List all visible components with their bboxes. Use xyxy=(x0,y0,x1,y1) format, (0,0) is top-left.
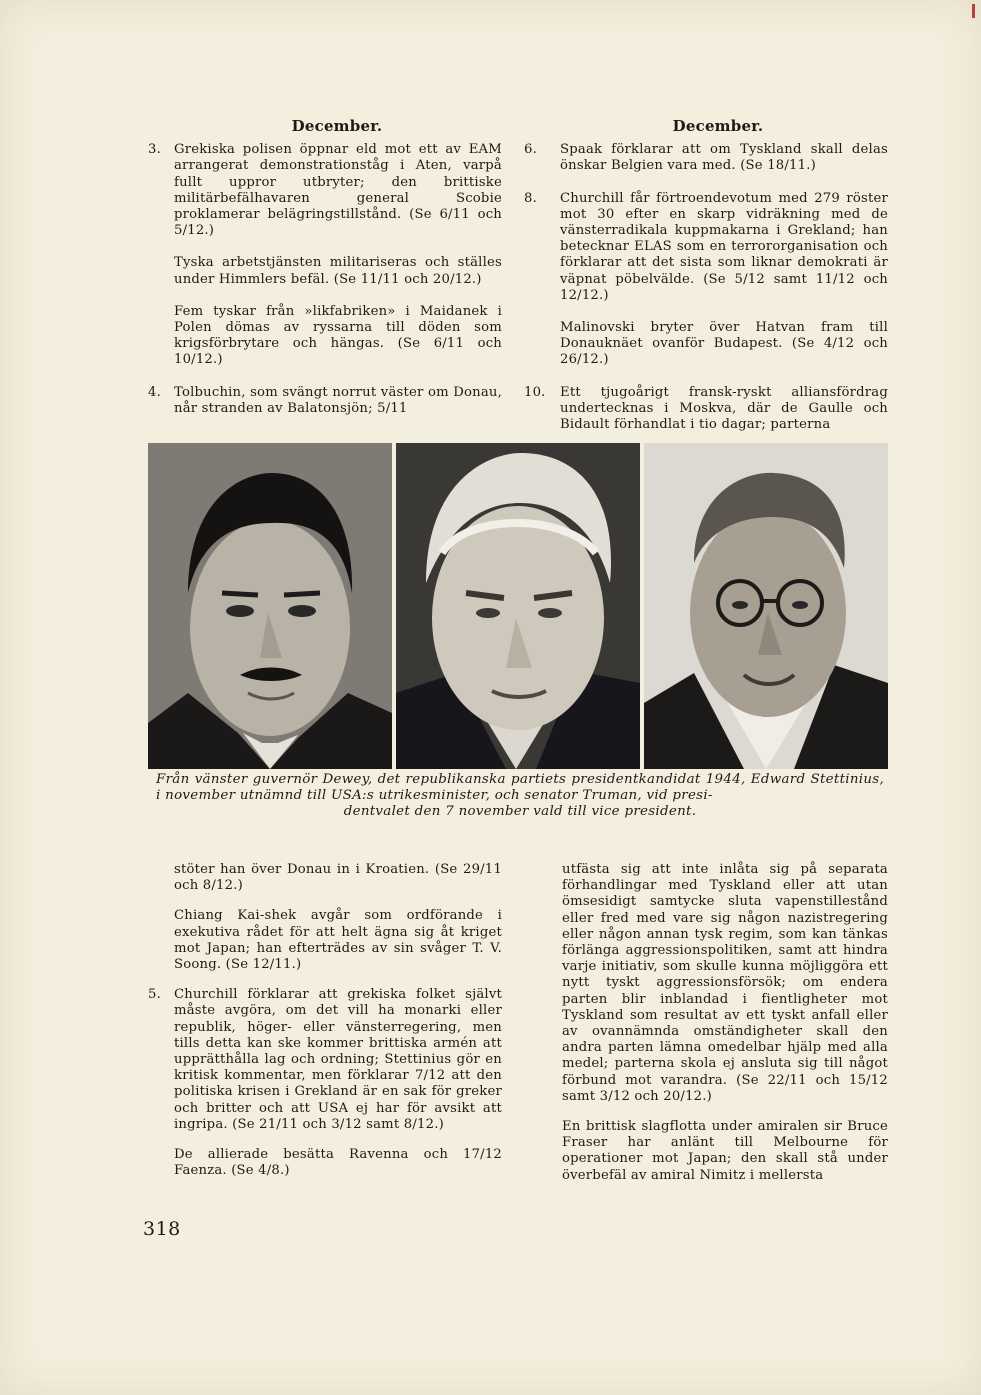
left-bottom-column xyxy=(148,862,502,1193)
entry-labour-service xyxy=(148,255,502,287)
entry-day xyxy=(148,1147,174,1179)
entry-8-churchill xyxy=(524,191,888,304)
portrait-dewey xyxy=(148,443,392,769)
entry-text: Tyska arbetstjänsten militariseras och ställes under Himmlers befäl. (Se 11/11 och 20/12.) xyxy=(174,255,502,287)
entry-maidanek xyxy=(148,304,502,369)
entry-text: En brittisk slagflotta under amiralen sir Bruce Fraser har anlänt till Melbourne för operationer mot Japan; den skall stå under överbefäl av amiral Nimitz i mellersta xyxy=(562,1119,888,1183)
entry-text: Chiang Kai-shek avgår som ordförande i exekutiva rådet för att helt ägna sig åt kriget mot Japan; han efterträdes av sin svåger T. V. Soong. (Se 12/11.) xyxy=(174,908,502,973)
entry-text: utfästa sig att inte inlåta sig på separata förhandlingar med Tyskland eller att utan ömsesidigt samtycke sluta vapenstillestånd eller fred med vare sig någon nazistregering eller någon annan tysk regim, som kan tänkas förlänga aggressionspolitiken, samt att hindra varje initiativ, som skulle kunna möjliggöra ett nytt tyskt aggressionsförsök; om endera parten blir inblandad i fientligheter mot Tyskland som resultat av ett tyskt anfall eller av ovannämnda omständigheter skall den andra parten lämna omedelbar hjälp med alla medel; parterna skola ej ansluta sig till något förbund mot varandra. (Se 22/11 och 15/12 samt 3/12 och 20/12.) xyxy=(562,862,888,1104)
entry-day: 8. xyxy=(524,190,537,206)
entry-3-greece xyxy=(148,142,502,239)
entry-day xyxy=(148,304,174,369)
entry-text: Ett tjugoårigt fransk-ryskt alliansfördrag undertecknas i Moskva, där de Gaulle och Bidault förhandlat i tio dagar; parterna xyxy=(560,384,888,433)
entry-text: De allierade besätta Ravenna och 17/12 Faenza. (Se 4/8.) xyxy=(174,1147,502,1179)
right-top-column xyxy=(524,118,888,449)
entry-10-alliance xyxy=(524,385,888,434)
entry-6-spaak xyxy=(524,142,888,174)
caption-main: Från vänster guvernör Dewey, det republikanska partiets presidentkandidat 1944, Edward Stettinius, i november utnämnd till USA:s utrikesminister, och senator Truman, vid presi- xyxy=(156,772,884,803)
entry-day: 4. xyxy=(148,384,161,400)
entry-day xyxy=(148,862,174,894)
entry-day: 6. xyxy=(524,142,537,158)
entry-day xyxy=(148,908,174,973)
portrait-stettinius-image xyxy=(396,443,640,769)
corner-mark xyxy=(972,4,975,18)
portrait-truman xyxy=(644,443,888,769)
entry-text: stöter han över Donau in i Kroatien. (Se 29/11 och 8/12.) xyxy=(174,862,502,894)
entry-malinovski xyxy=(524,320,888,369)
left-top-column xyxy=(148,118,502,433)
entry-text: Fem tyskar från »likfabriken» i Maidanek i Polen dömas av ryssarna till döden som krigsförbrytare och hängas. (Se 6/11 och 10/12.) xyxy=(174,303,502,368)
entry-fraser xyxy=(562,1119,888,1184)
entry-day: 10. xyxy=(524,384,546,400)
left-month-heading: December. xyxy=(291,117,383,135)
portrait-dewey-image xyxy=(148,443,392,769)
entry-5-churchill xyxy=(148,987,502,1133)
portrait-photos xyxy=(148,443,888,769)
entry-day xyxy=(148,255,174,287)
entry-chiang xyxy=(148,908,502,973)
photo-caption xyxy=(156,772,884,820)
page-number: 318 xyxy=(143,1218,181,1240)
entry-kroatien xyxy=(148,862,502,894)
entry-day: 3. xyxy=(148,142,161,158)
entry-text: Churchill får förtroendevotum med 279 röster mot 30 efter en skarp vidräkning med de vänsterradikala kuppmakarna i Grekland; han betecknar ELAS som en terrororganisation och förklarar att det sista som liknar demokrati är väpnat pöbelvälde. (Se 5/12 samt 11/12 och 12/12.) xyxy=(560,190,888,303)
right-month-heading: December. xyxy=(672,117,764,135)
portrait-truman-image xyxy=(644,443,888,769)
entry-text: Grekiska polisen öppnar eld mot ett av EAM arrangerat demonstrationståg i Aten, varpå fullt uppror utbryter; den brittiske militärbefälhavaren general Scobie proklamerar belägringstillstånd. (Se 6/11 och 5/12.) xyxy=(174,142,502,239)
entry-text: Tolbuchin, som svängt norrut väster om Donau, når stranden av Balatonsjön; 5/11 xyxy=(174,384,502,416)
entry-text: Churchill förklarar att grekiska folket självt måste avgöra, om det vill ha monarki eller republik, höger- eller vänsterregering, men tills detta kan ske kommer brittiska armén att upprätthålla lag och ordning; Stettinius gör en kritisk kommentar, men förklarar 7/12 att den politiska krisen i Grekland är en sak för greker och britter och att USA ej har för avsikt att ingripa. (Se 21/11 och 3/12 samt 8/12.) xyxy=(174,987,502,1132)
entry-text: Spaak förklarar att om Tyskland skall delas önskar Belgien vara med. (Se 18/11.) xyxy=(560,142,888,174)
entry-day: 5. xyxy=(148,987,161,1003)
portrait-stettinius xyxy=(396,443,640,769)
entry-text: Malinovski bryter över Hatvan fram till Donauknäet ovanför Budapest. (Se 4/12 och 26/12.) xyxy=(560,320,888,368)
entry-day xyxy=(524,320,560,369)
right-bottom-column xyxy=(562,862,888,1198)
entry-alliance-continued xyxy=(562,862,888,1105)
caption-last-line: dentvalet den 7 november vald till vice president. xyxy=(343,804,697,819)
entry-4-tolbuchin xyxy=(148,385,502,417)
entry-ravenna xyxy=(148,1147,502,1179)
